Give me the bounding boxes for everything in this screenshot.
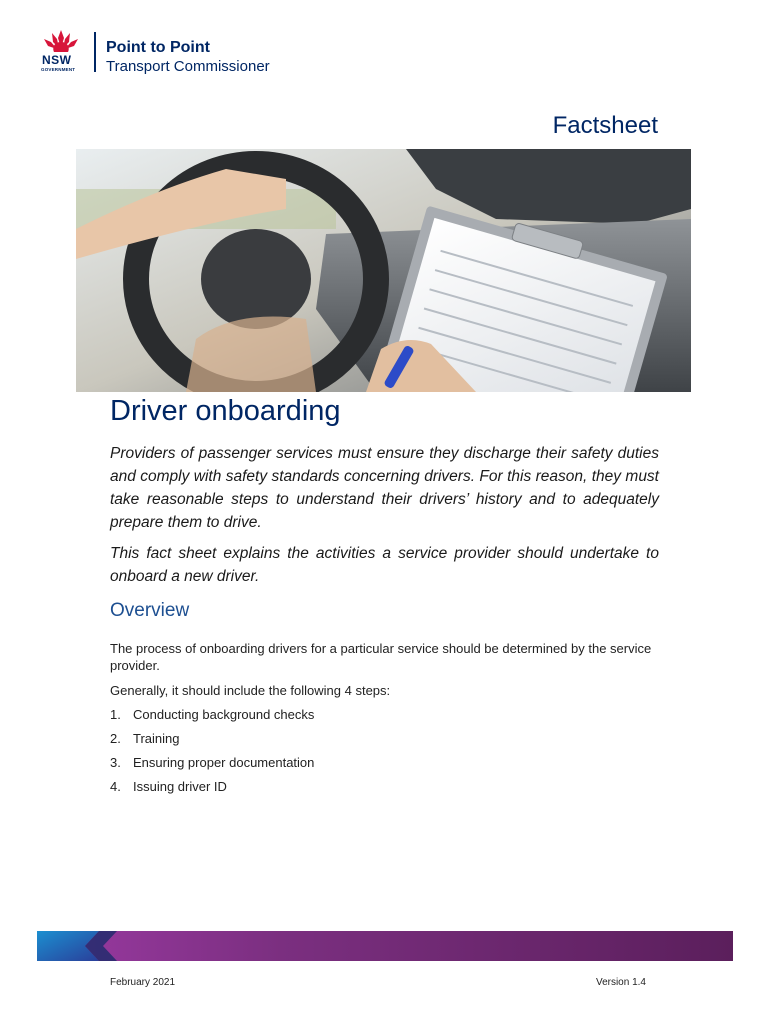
brand-title: Point to Point	[106, 39, 210, 56]
list-number: 4.	[110, 779, 121, 794]
nsw-logo	[38, 28, 298, 76]
logo-nsw-text: NSW	[42, 53, 72, 67]
footer-banner	[37, 931, 733, 961]
list-text: Issuing driver ID	[133, 779, 227, 794]
list-text: Conducting background checks	[133, 707, 315, 722]
document-type: Factsheet	[552, 112, 658, 139]
list-text: Training	[133, 731, 180, 746]
footer-date: February 2021	[110, 977, 176, 988]
logo-divider	[94, 32, 96, 72]
overview-paragraph: Generally, it should include the following 4 steps:	[110, 683, 391, 698]
footer-version: Version 1.4	[595, 977, 646, 988]
intro-paragraph: This fact sheet explains the activities a service provider should undertake to onboard a new driver.	[110, 545, 659, 585]
brand-subtitle: Transport Commissioner	[106, 58, 270, 75]
logo-government-text: GOVERNMENT	[41, 67, 76, 72]
steps-list	[110, 706, 314, 802]
list-item	[110, 730, 314, 754]
list-item	[110, 778, 314, 802]
list-number: 2.	[110, 731, 121, 746]
list-number: 3.	[110, 755, 121, 770]
page-title: Driver onboarding	[110, 395, 341, 427]
overview-paragraph: The process of onboarding drivers for a particular service should be determined by the service provider.	[110, 641, 652, 673]
intro-paragraph: Providers of passenger services must ensure they discharge their safety duties and comply with safety standards concerning drivers. For this reason, they must take reasonable steps to understand their drivers’ history and to adequately prepare them to drive.	[110, 445, 659, 531]
list-item	[110, 706, 314, 730]
list-item	[110, 754, 314, 778]
section-heading-overview: Overview	[110, 600, 190, 621]
list-text: Ensuring proper documentation	[133, 755, 315, 770]
list-number: 1.	[110, 707, 121, 722]
hero-photo	[76, 149, 691, 392]
